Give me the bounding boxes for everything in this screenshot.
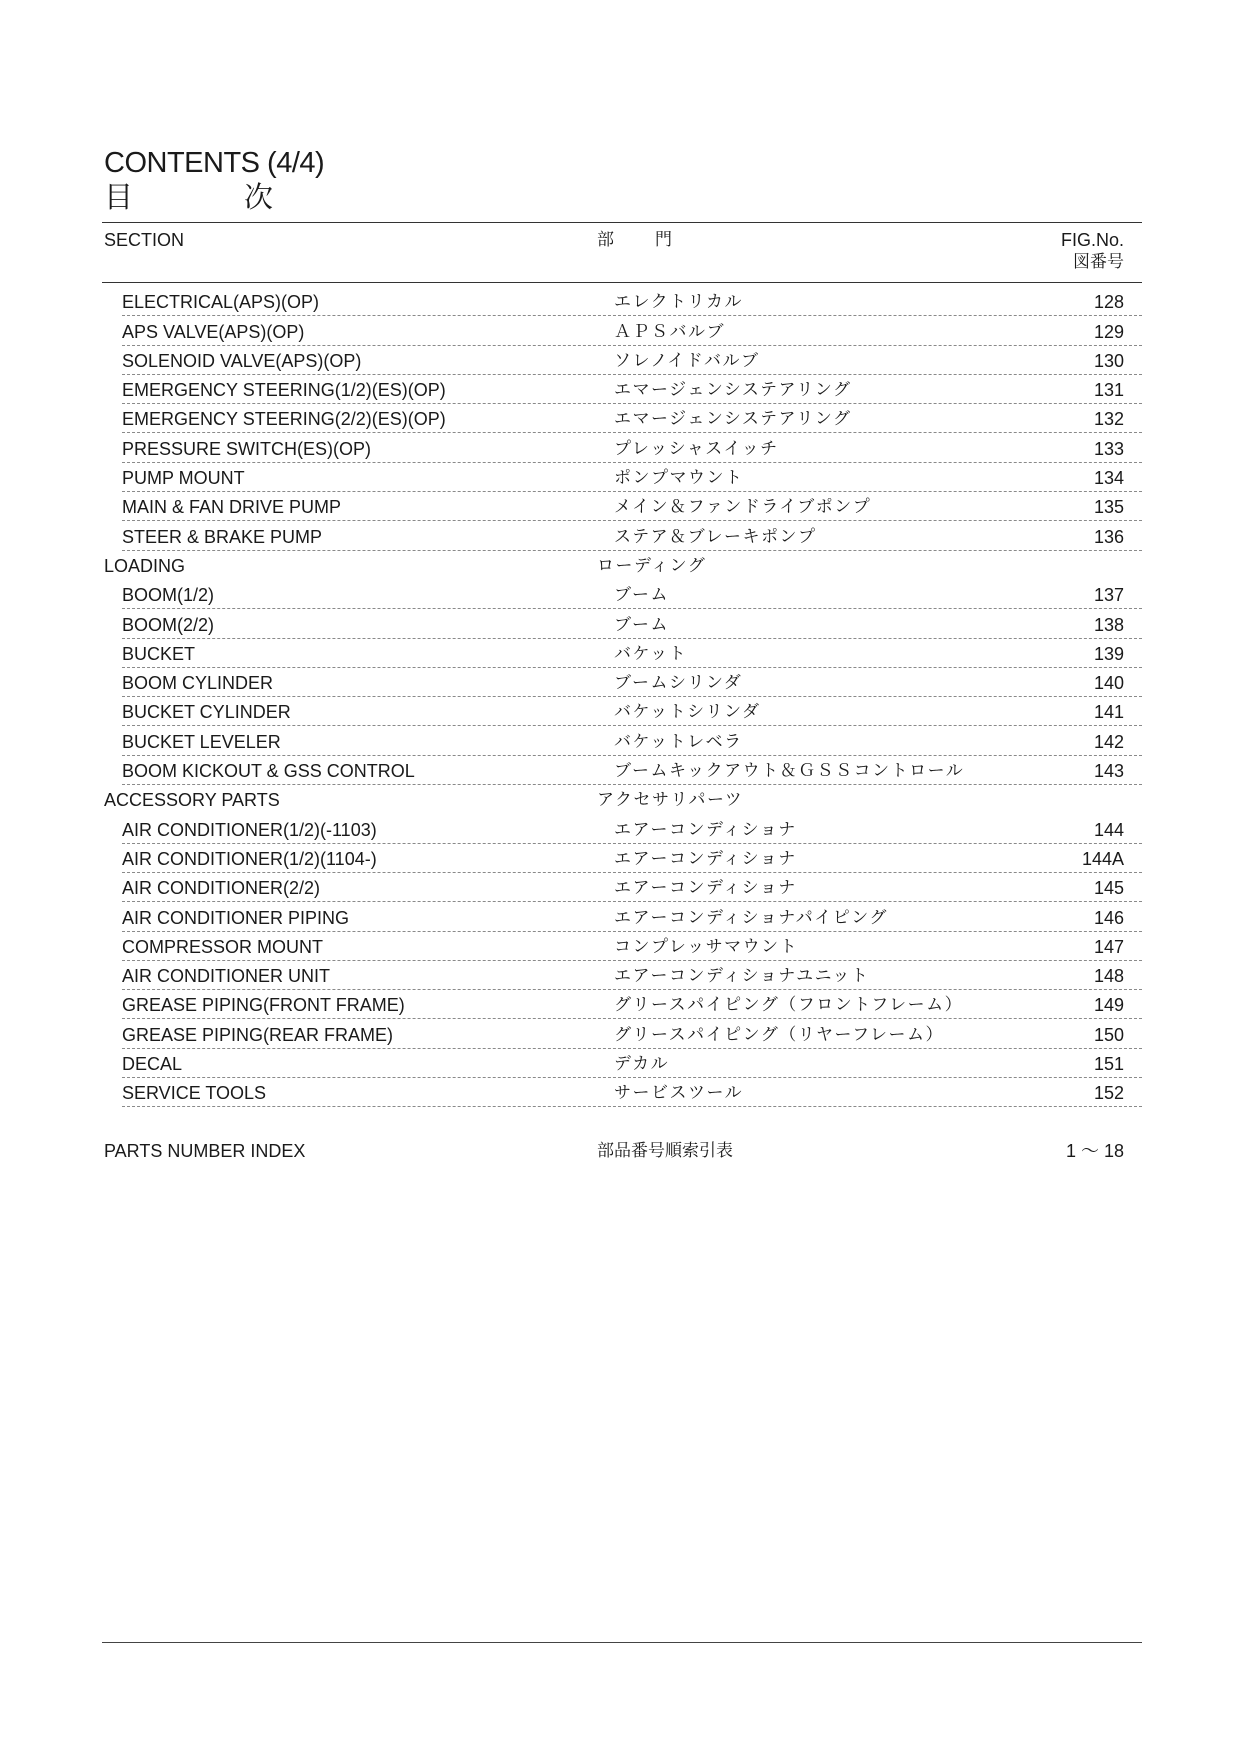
row-section-jp: デカル <box>614 1054 670 1075</box>
table-row <box>0 844 1240 873</box>
row-fig-number: 149 <box>1093 995 1124 1016</box>
index-entry-jp: 部品番号順索引表 <box>597 1141 733 1161</box>
row-section-en: GREASE PIPING(REAR FRAME) <box>122 1024 394 1045</box>
column-header-fig <box>1061 229 1124 273</box>
row-section-jp: エアーコンディショナ <box>614 878 797 899</box>
table-row <box>0 668 1240 697</box>
row-section-jp: ブーム <box>614 614 669 635</box>
row-section-jp: グリースパイピング（リヤーフレーム） <box>614 1024 944 1045</box>
table-row <box>0 726 1240 755</box>
row-section-en: BOOM(2/2) <box>122 614 215 635</box>
row-leader-line <box>122 1106 1142 1107</box>
row-section-jp: メイン＆ファンドライブポンプ <box>614 497 872 518</box>
column-header-fig-en: FIG.No. <box>1060 230 1124 250</box>
row-section-jp: ソレノイドバルブ <box>614 350 760 371</box>
page-subtitle-jp <box>104 180 274 214</box>
table-row <box>0 404 1240 433</box>
page-title: CONTENTS (4/4) <box>104 147 325 179</box>
index-entry-en: PARTS NUMBER INDEX <box>104 1141 306 1161</box>
subtitle-char-2: 次 <box>244 180 274 214</box>
row-section-en: AIR CONDITIONER UNIT <box>122 966 331 987</box>
table-row <box>0 521 1240 550</box>
row-section-en: BOOM(1/2) <box>122 585 215 606</box>
row-section-jp: エアーコンディショナ <box>614 819 797 840</box>
row-section-en: EMERGENCY STEERING(2/2)(ES)(OP) <box>122 409 446 430</box>
row-section-en: SOLENOID VALVE(APS)(OP) <box>122 350 362 371</box>
row-section-jp: エアーコンディショナ <box>614 848 797 869</box>
row-section-jp: エマージェンシステアリング <box>614 409 852 430</box>
table-row <box>0 639 1240 668</box>
row-fig-number: 134 <box>1093 468 1124 489</box>
table-row <box>0 902 1240 931</box>
row-section-jp: バケットシリンダ <box>614 702 761 723</box>
table-row <box>0 932 1240 961</box>
row-fig-number: 135 <box>1093 497 1124 518</box>
row-section-jp: コンプレッサマウント <box>614 936 799 957</box>
table-row <box>0 316 1240 345</box>
table-row <box>0 756 1240 785</box>
row-section-en: BOOM KICKOUT & GSS CONTROL <box>122 761 415 782</box>
column-header-fig-jp: 図番号 <box>1073 252 1124 272</box>
row-fig-number: 136 <box>1093 526 1124 547</box>
category-row <box>0 551 1240 580</box>
column-header-jp <box>597 229 672 251</box>
row-section-en: BUCKET LEVELER <box>122 731 281 752</box>
row-section-jp: エアーコンディショナユニット <box>614 966 870 987</box>
row-fig-number: 130 <box>1093 350 1124 371</box>
table-row <box>0 961 1240 990</box>
row-section-jp: ブーム <box>614 585 669 606</box>
table-row <box>0 990 1240 1019</box>
table-row <box>0 609 1240 638</box>
table-row <box>0 433 1240 462</box>
row-section-jp: エレクトリカル <box>614 292 743 313</box>
row-fig-number: 132 <box>1093 409 1124 430</box>
row-section-en: PRESSURE SWITCH(ES)(OP) <box>122 438 372 459</box>
row-section-jp: バケット <box>614 643 688 664</box>
row-section-en: EMERGENCY STEERING(1/2)(ES)(OP) <box>122 380 446 401</box>
row-fig-number: 141 <box>1093 702 1124 723</box>
row-section-en: AIR CONDITIONER(2/2) <box>122 878 321 899</box>
row-section-jp: ローディング <box>597 555 707 576</box>
header-bottom-rule <box>102 282 1142 283</box>
row-fig-number: 129 <box>1093 321 1124 342</box>
row-section-en: APS VALVE(APS)(OP) <box>122 321 305 342</box>
table-row <box>0 697 1240 726</box>
row-fig-number: 151 <box>1093 1054 1124 1075</box>
table-row <box>0 814 1240 843</box>
row-section-en: ELECTRICAL(APS)(OP) <box>122 292 320 313</box>
column-header-jp-char-1: 部 <box>597 230 614 250</box>
table-row <box>0 580 1240 609</box>
row-section-jp: エマージェンシステアリング <box>614 380 852 401</box>
row-section-en: DECAL <box>122 1054 183 1075</box>
row-fig-number: 144 <box>1093 819 1124 840</box>
row-fig-number: 150 <box>1093 1024 1124 1045</box>
row-section-en: LOADING <box>104 555 186 576</box>
table-row <box>0 1049 1240 1078</box>
row-section-en: PUMP MOUNT <box>122 468 245 489</box>
row-section-en: BOOM CYLINDER <box>122 673 274 694</box>
row-fig-number: 138 <box>1093 614 1124 635</box>
row-section-en: BUCKET <box>122 643 196 664</box>
row-section-en: SERVICE TOOLS <box>122 1083 267 1104</box>
column-header-section: SECTION <box>104 230 185 250</box>
row-section-jp: グリースパイピング（フロントフレーム） <box>614 995 964 1016</box>
table-row <box>0 1078 1240 1107</box>
row-section-jp: ポンプマウント <box>614 468 744 489</box>
subtitle-char-1: 目 <box>104 180 134 214</box>
row-fig-number: 142 <box>1093 731 1124 752</box>
row-section-jp: アクセサリパーツ <box>597 790 744 811</box>
row-fig-number: 139 <box>1093 643 1124 664</box>
table-row <box>0 287 1240 316</box>
header-top-rule <box>102 222 1142 223</box>
row-section-jp: サービスツール <box>614 1083 744 1104</box>
footer-rule <box>102 1642 1142 1643</box>
row-section-jp: ブームシリンダ <box>614 673 743 694</box>
row-section-en: AIR CONDITIONER PIPING <box>122 907 350 928</box>
table-row <box>0 375 1240 404</box>
row-section-en: COMPRESSOR MOUNT <box>122 936 324 957</box>
row-section-en: MAIN & FAN DRIVE PUMP <box>122 497 342 518</box>
table-row <box>0 346 1240 375</box>
row-section-en: ACCESSORY PARTS <box>104 790 280 811</box>
row-fig-number: 148 <box>1093 966 1124 987</box>
row-fig-number: 140 <box>1093 673 1124 694</box>
row-section-jp: プレッシャスイッチ <box>614 438 779 459</box>
row-fig-number: 145 <box>1093 878 1124 899</box>
row-fig-number: 147 <box>1093 936 1124 957</box>
row-section-en: GREASE PIPING(FRONT FRAME) <box>122 995 405 1016</box>
row-section-jp: ＡＰＳバルブ <box>614 321 725 342</box>
row-fig-number: 133 <box>1093 438 1124 459</box>
table-row <box>0 492 1240 521</box>
contents-list <box>0 287 1240 1107</box>
row-section-en: BUCKET CYLINDER <box>122 702 291 723</box>
row-fig-number: 152 <box>1093 1083 1124 1104</box>
row-section-en: AIR CONDITIONER(1/2)(-1103) <box>122 819 377 840</box>
row-fig-number: 128 <box>1093 292 1124 313</box>
row-section-jp: エアーコンディショナパイピング <box>614 907 888 928</box>
row-fig-number: 143 <box>1093 761 1124 782</box>
row-section-jp: バケットレベラ <box>614 731 743 752</box>
row-fig-number: 146 <box>1093 907 1124 928</box>
table-row <box>0 873 1240 902</box>
table-row <box>0 463 1240 492</box>
row-section-jp: ブームキックアウト＆ＧＳＳコントロール <box>614 761 965 782</box>
row-fig-number: 131 <box>1093 380 1124 401</box>
row-fig-number: 144A <box>1081 848 1124 869</box>
category-row <box>0 785 1240 814</box>
column-header-jp-char-2: 門 <box>655 230 672 250</box>
row-fig-number: 137 <box>1093 585 1124 606</box>
table-row <box>0 1019 1240 1048</box>
index-entry-fig: 1 〜 18 <box>1065 1141 1124 1161</box>
row-section-en: STEER & BRAKE PUMP <box>122 526 323 547</box>
row-section-jp: ステア＆ブレーキポンプ <box>614 526 817 547</box>
row-section-en: AIR CONDITIONER(1/2)(1104-) <box>122 848 377 869</box>
